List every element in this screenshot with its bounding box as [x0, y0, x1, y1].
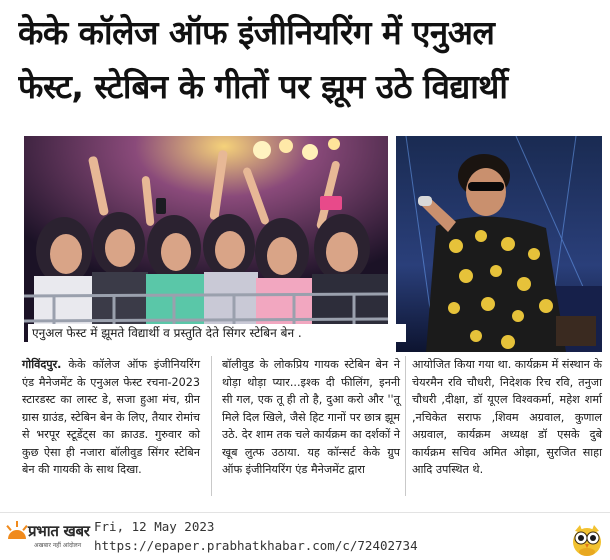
crowd-photo — [24, 136, 388, 342]
headline-line-1: केके कॉलेज ऑफ इंजीनियरिंग में एनुअल — [18, 13, 495, 52]
article-column-1-text: केके कॉलेज ऑफ इंजीनियरिंग एंड मैनेजमेंट के एनुअल फेस्ट रचना-2023 स्टारडस्ट का लास्ट डे, सजा हुआ मंच, ग्रीन ग्रास ग्राउंड, स्टेबिन बेन के लिए, तैयार रोमांच से भरपूर स्टूडेंट्स का क्राउड. गुरुवार को कुछ ऐसा ही नजारा बॉलीवुड सिंगर स्टेबिन बेन की गायकी के साथ दिखा. — [22, 358, 200, 476]
dateline: गोविंदपुर. — [22, 358, 62, 371]
sun-icon — [6, 521, 28, 541]
prabhat-khabar-logo[interactable] — [6, 521, 98, 555]
headline-line-2: फेस्ट, स्टेबिन के गीतों पर झूम उठे विद्यार्थी — [18, 67, 508, 106]
article-column-2: बॉलीवुड के लोकप्रिय गायक स्टेबिन बेन ने थोड़ा थोड़ा प्यार...इश्क दी फीलिंग, इननी सी गल, एक तू ही तो है, दुआ करो और ''तू मिले दिल खिले, जैसे हिट गानों पर छात्र झूम उठे. देर शाम तक चले कार्यक्रम का दर्शकों ने खूब लुत्फ उठाया. यह कॉन्सर्ट केके ग्रुप ऑफ इंजीनियरिंग एंड मैनेजमेंट द्वारा — [222, 358, 401, 476]
footer — [0, 512, 610, 560]
singer-photo — [396, 136, 602, 352]
publication-date: Fri, 12 May 2023 — [94, 519, 215, 534]
epaper-url[interactable]: https://epaper.prabhatkhabar.com/c/72402734 — [94, 538, 418, 553]
owl-icon — [570, 521, 604, 557]
article-column-3: आयोजित किया गया था. कार्यक्रम में संस्थान के चेयरमैन रवि चौधरी, निदेशक रिच रवि, तनुजा चौधरी ,दीक्षा, डॉ यूएल विश्वकर्मा, महेश शर्मा ,नचिकेत सराफ ,शिवम अग्रवाल, कुणाल अग्रवाल, कार्यक्रम अध्यक्ष डॉ एसके दुबे कार्यक्रम सचिव अमित ओझा, सुरजित साहा आदि उपस्थित थे. — [412, 358, 602, 476]
photo-caption: एनुअल फेस्ट में झूमते विद्यार्थी व प्रस्तुति देते सिंगर स्टेबिन बेन . — [28, 324, 406, 342]
column-divider — [211, 356, 212, 496]
logo-tagline: अखबार नहीं आंदोलन — [34, 542, 82, 549]
headline — [18, 6, 600, 114]
logo-name: प्रभात खबर — [28, 522, 90, 540]
article-column-1 — [22, 356, 200, 479]
column-divider — [405, 356, 406, 496]
